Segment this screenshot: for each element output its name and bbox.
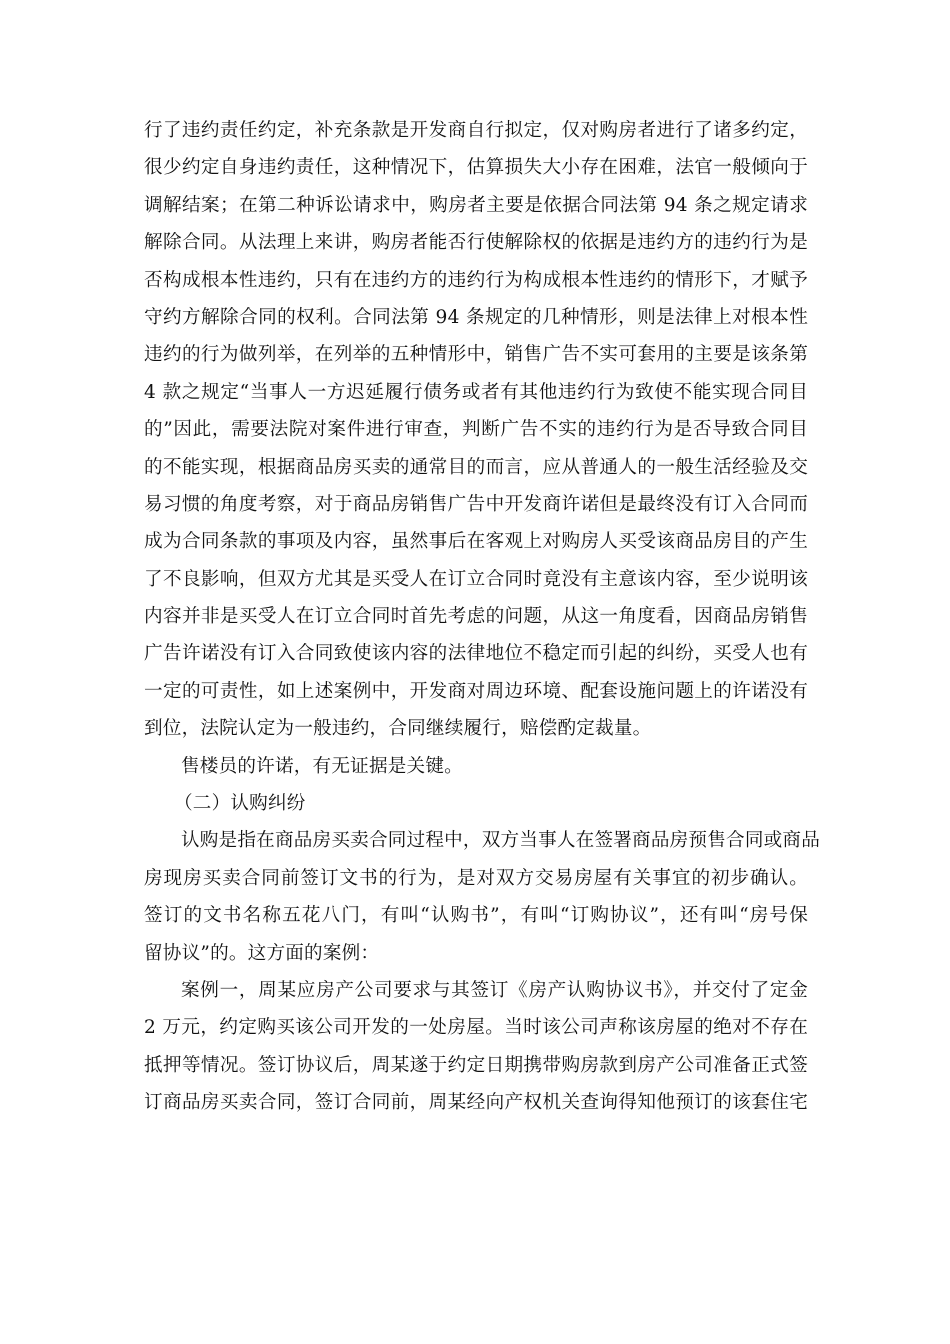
text-line: 签订的文书名称五花八门，有叫“认购书”，有叫“订购协议”，还有叫“房号保 [144,905,808,927]
text-line: 4 款之规定“当事人一方迟延履行债务或者有其他违约行为致使不能实现合同目 [144,381,808,403]
text-line: 留协议”的。这方面的案例： [144,942,380,964]
text-line: 行了违约责任约定，补充条款是开发商自行拟定，仅对购房者进行了诸多约定， [144,120,808,141]
text-line: 的不能实现，根据商品房买卖的通常目的而言，应从普通人的一般生活经验及交 [144,456,808,478]
text-line: 否构成根本性违约，只有在违约方的违约行为构成根本性违约的情形下，才赋予 [144,269,808,291]
text-line: 内容并非是买受人在订立合同时首先考虑的问题，从这一角度看，因商品房销售 [144,606,808,628]
text-line: 到位，法院认定为一般违约，合同继续履行，赔偿酌定裁量。 [144,718,652,740]
text-line: 解除合同。从法理上来讲，购房者能否行使解除权的依据是违约方的违约行为是 [144,232,808,254]
text-line: 的”因此，需要法院对案件进行审查，判断广告不实的违约行为是否导致合同目 [144,419,808,441]
text-line: 违约的行为做列举，在列举的五种情形中，销售广告不实可套用的主要是该条第 [144,344,808,366]
text-line: 很少约定自身违约责任，这种情况下，估算损失大小存在困难，法官一般倾向于 [144,157,808,179]
paragraph-line: 售楼员的许诺，有无证据是关键。 [181,755,463,777]
text-line: 一定的可责性，如上述案例中，开发商对周边环境、配套设施问题上的许诺没有 [144,680,808,702]
text-line: 了不良影响，但双方尤其是买受人在订立合同时竟没有主意该内容，至少说明该 [144,568,808,590]
text-line: 易习惯的角度考察，对于商品房销售广告中开发商许诺但是最终没有订入合同而 [144,493,808,515]
text-line: 订商品房买卖合同，签订合同前，周某经向产权机关查询得知他预订的该套住宅 [144,1092,808,1114]
section-heading: （二）认购纠纷 [174,793,306,815]
text-line: 2 万元，约定购买该公司开发的一处房屋。当时该公司声称该房屋的绝对不存在 [144,1017,808,1039]
text-line: 抵押等情况。签订协议后，周某遂于约定日期携带购房款到房产公司准备正式签 [144,1054,808,1076]
text-line: 广告许诺没有订入合同致使该内容的法律地位不稳定而引起的纠纷，买受人也有 [144,643,808,665]
paragraph-line: 案例一，周某应房产公司要求与其签订《房产认购协议书》，并交付了定金 [181,979,808,1001]
document-body [144,112,820,1122]
text-line: 房现房买卖合同前签订文书的行为，是对双方交易房屋有关事宜的初步确认。 [144,867,808,889]
paragraph-line: 认购是指在商品房买卖合同过程中，双方当事人在签署商品房预售合同或商品 [181,830,820,852]
text-line: 调解结案；在第二种诉讼请求中，购房者主要是依据合同法第 94 条之规定请求 [144,194,808,216]
text-line: 守约方解除合同的权利。合同法第 94 条规定的几种情形，则是法律上对根本性 [144,306,808,328]
text-line: 成为合同条款的事项及内容，虽然事后在客观上对购房人买受该商品房目的产生 [144,531,808,553]
